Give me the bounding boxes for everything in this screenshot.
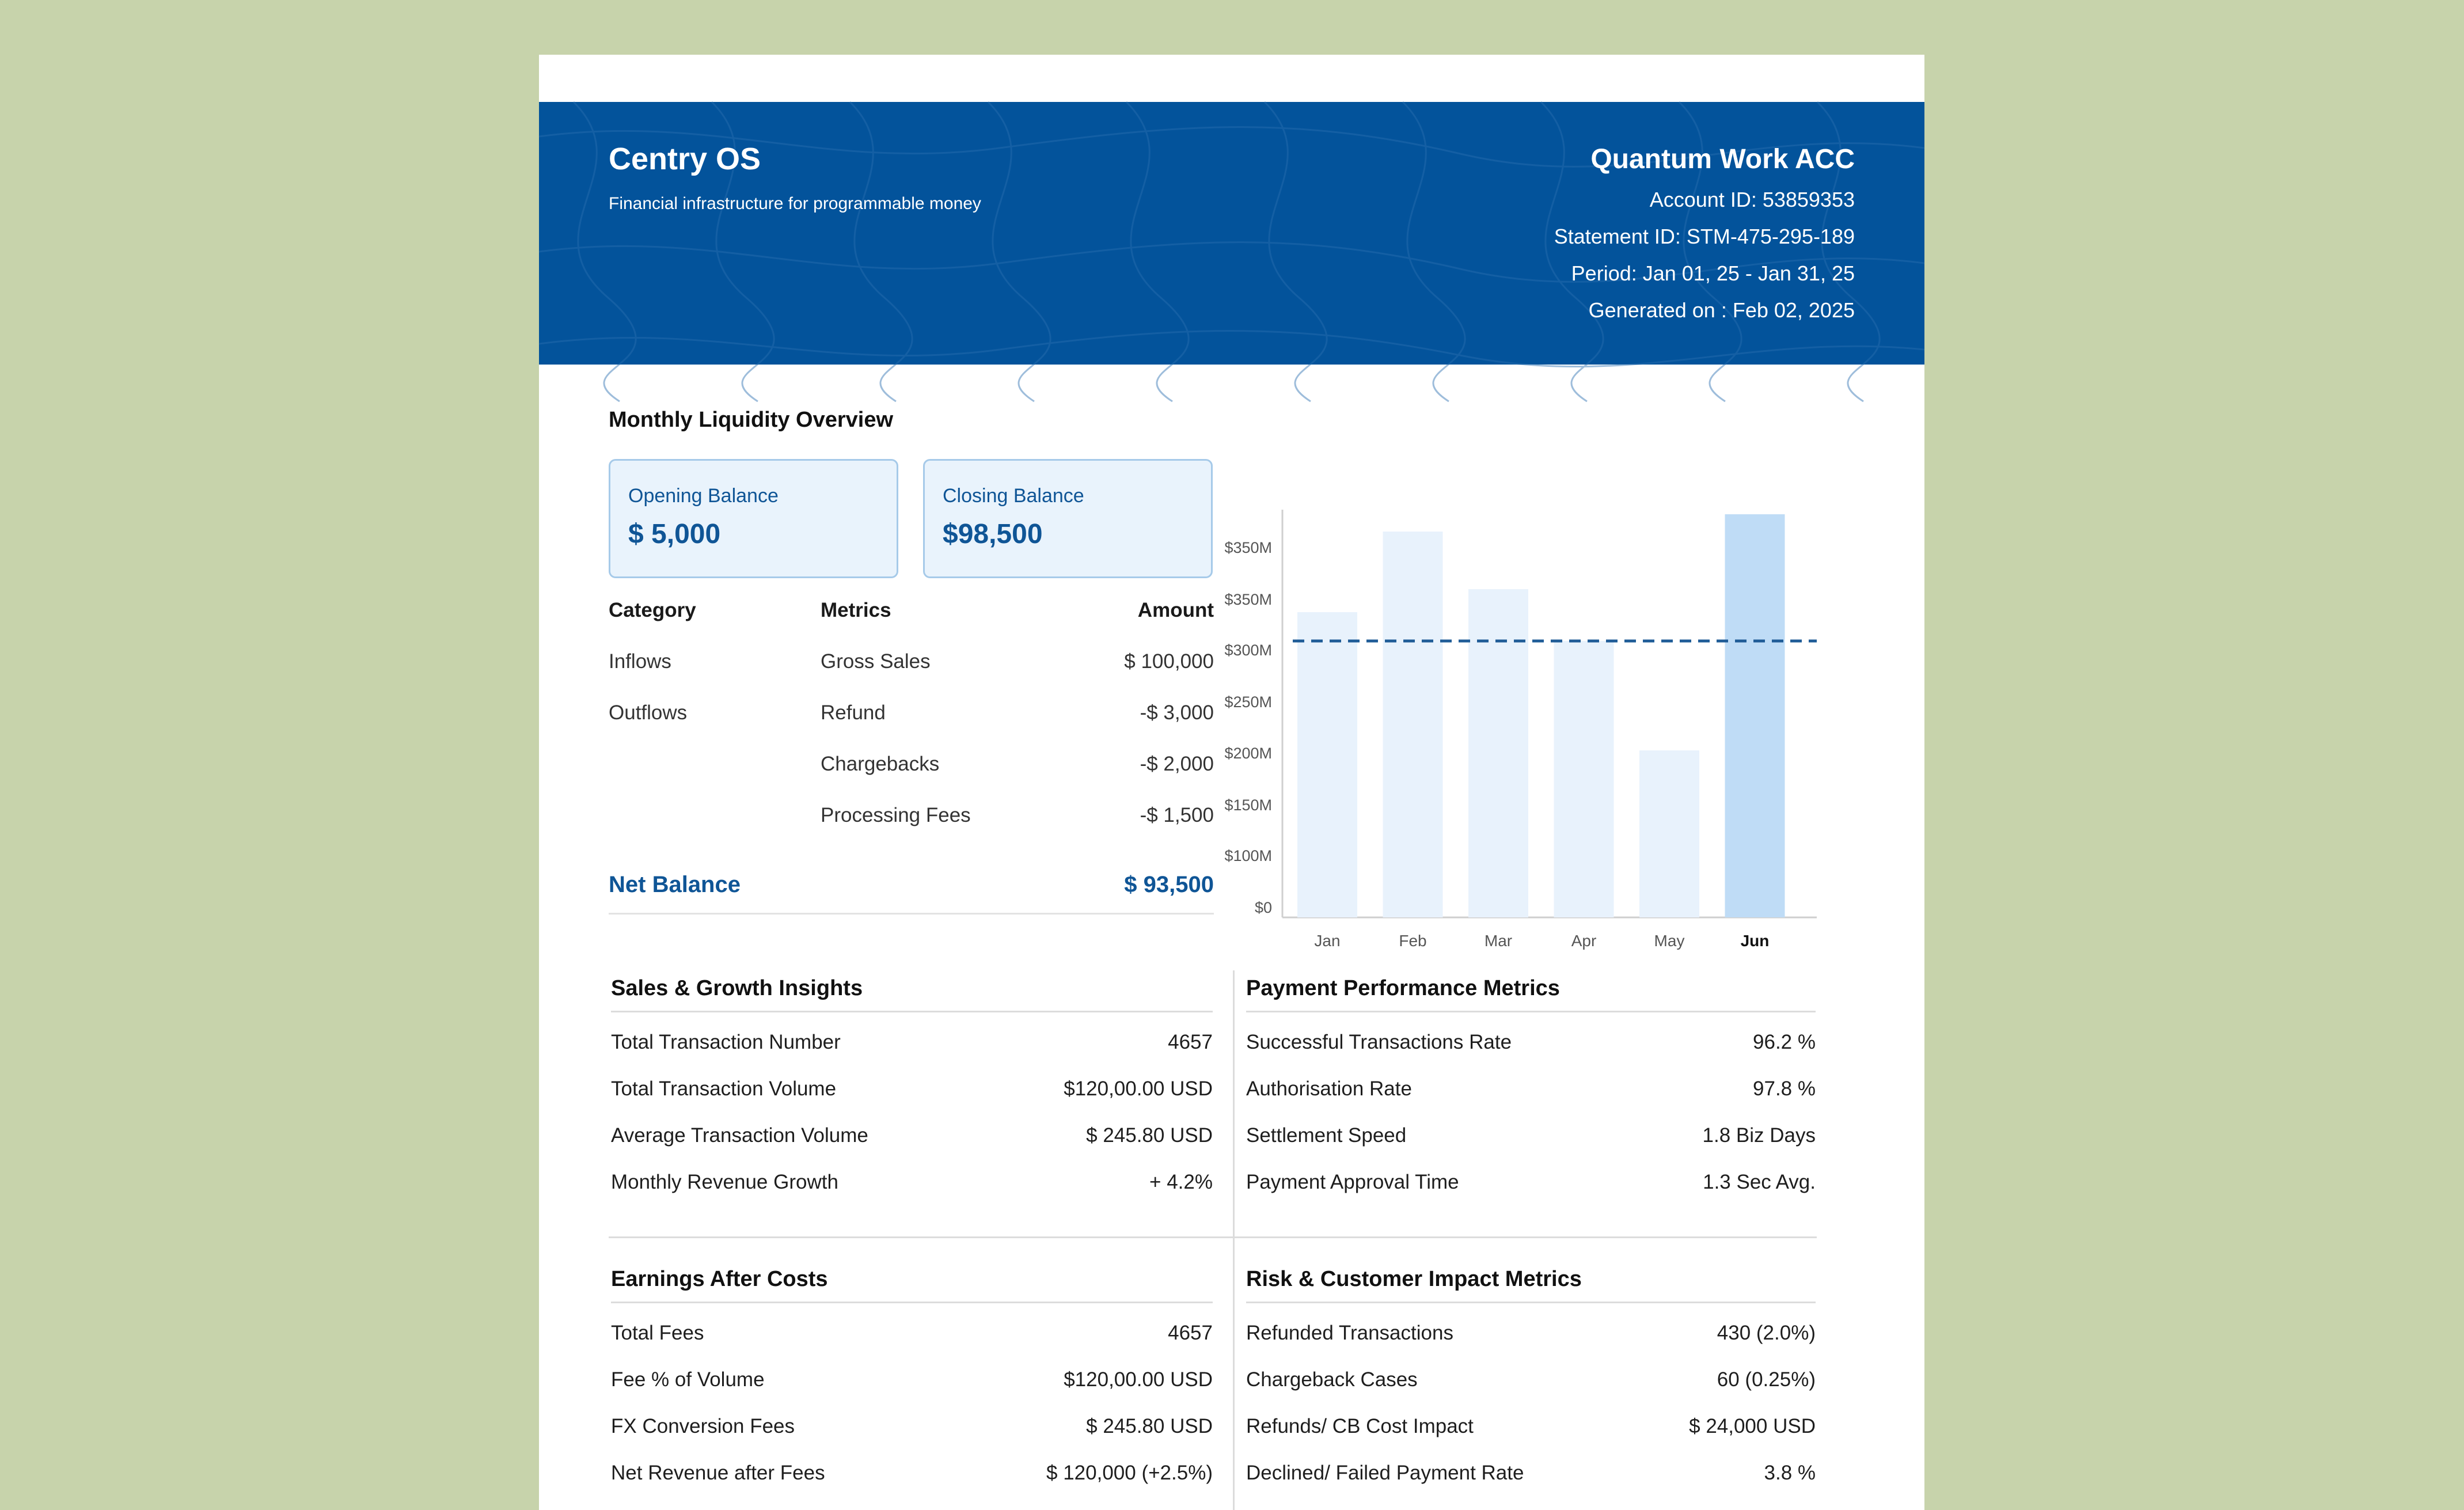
table-row — [609, 804, 1214, 839]
column-divider — [1233, 970, 1235, 1510]
metric-label: Authorisation Rate — [1246, 1078, 1412, 1100]
metric-label: Fee % of Volume — [611, 1368, 765, 1391]
header-banner — [539, 102, 1924, 365]
x-tick-label: Jun — [1740, 932, 1770, 950]
bar-jan — [1297, 612, 1357, 917]
liquidity-title: Monthly Liquidity Overview — [609, 408, 894, 432]
metric-label: Declined/ Failed Payment Rate — [1246, 1462, 1524, 1484]
metric-label: Chargeback Cases — [1246, 1368, 1418, 1391]
y-tick-label: $150M — [1224, 796, 1272, 814]
row-category: Outflows — [609, 701, 688, 724]
y-tick-label: $250M — [1224, 693, 1272, 711]
table-row — [609, 753, 1214, 787]
metric-label: Settlement Speed — [1246, 1124, 1407, 1147]
row-amount: -$ 2,000 — [1140, 753, 1214, 775]
x-tick-label: Mar — [1484, 932, 1513, 950]
statement-id: Statement ID: STM-475-295-189 — [1554, 225, 1855, 248]
risk-impact-divider — [1246, 1302, 1816, 1303]
table-row — [609, 701, 1214, 736]
y-tick-label: $200M — [1224, 745, 1272, 762]
metric-value: $120,00.00 USD — [1064, 1368, 1213, 1391]
x-tick-label: Jan — [1314, 932, 1341, 950]
net-balance-label: Net Balance — [609, 872, 741, 897]
row-amount: -$ 1,500 — [1140, 804, 1214, 826]
metric-label: Total Transaction Volume — [611, 1078, 837, 1100]
metric-value: 4657 — [1168, 1031, 1213, 1053]
metric-label: Total Transaction Number — [611, 1031, 841, 1053]
metric-label: Refunded Transactions — [1246, 1322, 1453, 1344]
earnings-title: Earnings After Costs — [611, 1267, 828, 1291]
metric-value: $ 245.80 USD — [1086, 1124, 1213, 1147]
y-tick-label: $350M — [1224, 591, 1272, 608]
payment-performance-title: Payment Performance Metrics — [1246, 976, 1560, 1000]
metric-value: + 4.2% — [1149, 1171, 1213, 1193]
table-header — [609, 599, 1214, 633]
account-name: Quantum Work ACC — [1590, 144, 1855, 174]
metric-label: Refunds/ CB Cost Impact — [1246, 1415, 1474, 1437]
metric-value: $ 245.80 USD — [1086, 1415, 1213, 1437]
bar-apr — [1554, 641, 1614, 917]
metric-value: $120,00.00 USD — [1064, 1078, 1213, 1100]
row-metric: Chargebacks — [821, 753, 940, 775]
brand-name: Centry OS — [609, 142, 761, 176]
account-info — [1554, 143, 1855, 323]
opening-balance-card — [609, 459, 898, 578]
x-tick-label: May — [1654, 932, 1685, 950]
sales-growth-divider — [611, 1011, 1213, 1012]
bar-mar — [1468, 589, 1528, 917]
generated-date: Generated on : Feb 02, 2025 — [1588, 298, 1855, 322]
metric-value: 1.8 Biz Days — [1702, 1124, 1816, 1147]
x-tick-label: Apr — [1571, 932, 1597, 950]
row-metric: Gross Sales — [821, 650, 931, 673]
metric-label: Average Transaction Volume — [611, 1124, 868, 1147]
metric-value: 3.8 % — [1764, 1462, 1816, 1484]
table-divider — [609, 913, 1214, 915]
metric-label: Payment Approval Time — [1246, 1171, 1459, 1193]
table-row — [609, 650, 1214, 685]
metric-label: Successful Transactions Rate — [1246, 1031, 1512, 1053]
y-tick-label: $300M — [1224, 642, 1272, 659]
metric-value: 60 (0.25%) — [1717, 1368, 1816, 1391]
brand-tagline: Financial infrastructure for programmable money — [609, 194, 981, 213]
account-id: Account ID: 53859353 — [1649, 188, 1855, 211]
bar-jun — [1725, 514, 1785, 917]
row-category: Inflows — [609, 650, 671, 673]
metric-value: 4657 — [1168, 1322, 1213, 1344]
metric-label: Total Fees — [611, 1322, 704, 1344]
metric-value: $ 24,000 USD — [1689, 1415, 1816, 1437]
column-header-category: Category — [609, 599, 696, 621]
risk-impact-title: Risk & Customer Impact Metrics — [1246, 1267, 1582, 1291]
row-amount: $ 100,000 — [1124, 650, 1214, 673]
closing-balance-card — [923, 459, 1213, 578]
closing-balance-value: $98,500 — [943, 519, 1043, 549]
statement-period: Period: Jan 01, 25 - Jan 31, 25 — [1571, 261, 1855, 285]
bar-may — [1639, 750, 1699, 917]
column-header-metrics: Metrics — [821, 599, 891, 621]
net-balance-value: $ 93,500 — [1124, 872, 1214, 897]
row-amount: -$ 3,000 — [1140, 701, 1214, 724]
row-metric: Refund — [821, 701, 886, 724]
column-header-amount: Amount — [1137, 599, 1214, 621]
monthly-bar-chart — [1224, 452, 1817, 970]
metric-value: 97.8 % — [1753, 1078, 1816, 1100]
x-tick-label: Feb — [1399, 932, 1427, 950]
row-metric: Processing Fees — [821, 804, 971, 826]
net-balance-row — [609, 872, 1214, 906]
statement-page — [539, 55, 1924, 1510]
section-divider — [609, 1236, 1817, 1238]
opening-balance-value: $ 5,000 — [628, 519, 721, 549]
y-tick-label: $100M — [1224, 847, 1272, 864]
metric-label: FX Conversion Fees — [611, 1415, 795, 1437]
metric-value: $ 120,000 (+2.5%) — [1046, 1462, 1213, 1484]
metric-label: Monthly Revenue Growth — [611, 1171, 838, 1193]
y-tick-label: $350M — [1224, 539, 1272, 556]
metric-value: 430 (2.0%) — [1717, 1322, 1816, 1344]
metric-value: 96.2 % — [1753, 1031, 1816, 1053]
metric-label: Net Revenue after Fees — [611, 1462, 825, 1484]
y-tick-label: $0 — [1254, 899, 1272, 916]
opening-balance-label: Opening Balance — [628, 485, 779, 507]
payment-performance-divider — [1246, 1011, 1816, 1012]
closing-balance-label: Closing Balance — [943, 485, 1084, 507]
bar-feb — [1383, 532, 1443, 917]
earnings-divider — [611, 1302, 1213, 1303]
sales-growth-title: Sales & Growth Insights — [611, 976, 863, 1000]
metric-value: 1.3 Sec Avg. — [1703, 1171, 1816, 1193]
